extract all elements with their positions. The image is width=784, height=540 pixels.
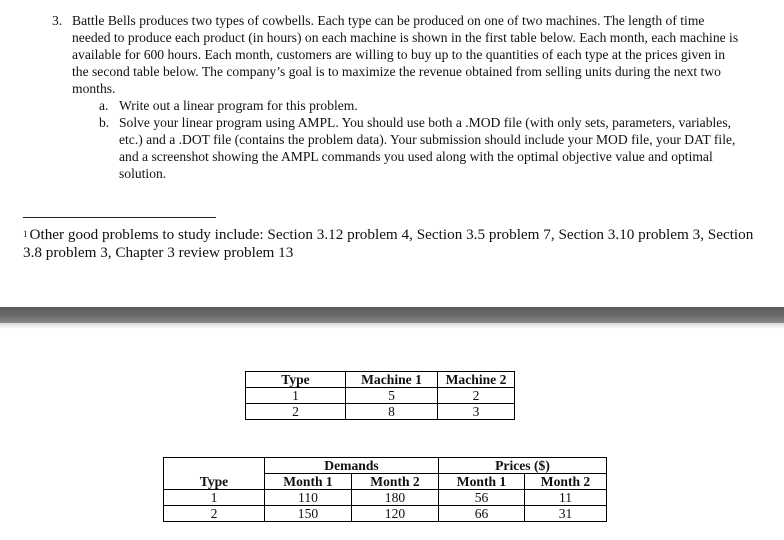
cell-demand-month-2: 120: [352, 506, 439, 522]
header-price-month-1: Month 1: [439, 474, 525, 490]
cell-price-month-2: 11: [525, 490, 607, 506]
page-divider: [0, 307, 784, 323]
footnote-text: Other good problems to study include: Section 3.12 problem 4, Section 3.5 problem 7, Section 3.10 problem 3, Section 3.8 problem 3, Chapter 3 review problem 13: [23, 226, 754, 261]
part-a-text: Write out a linear program for this problem.: [119, 98, 358, 113]
part-b: [99, 114, 742, 182]
part-a: [99, 97, 742, 114]
cell-machine-1: 8: [346, 404, 438, 420]
part-a-label: a.: [99, 98, 109, 113]
cell-price-month-1: 56: [439, 490, 525, 506]
cell-demand-month-2: 180: [352, 490, 439, 506]
table-row: [164, 490, 607, 506]
cell-machine-2: 3: [438, 404, 515, 420]
cell-demand-month-1: 150: [265, 506, 352, 522]
group-header-demands: Demands: [265, 458, 439, 474]
page-divider-shadow: [0, 323, 784, 329]
header-demand-month-1: Month 1: [265, 474, 352, 490]
footnote-rule: [23, 217, 216, 218]
problem-3: [52, 12, 742, 182]
cell-type: 1: [246, 388, 346, 404]
cell-type: 2: [164, 506, 265, 522]
problem-statement: Battle Bells produces two types of cowbells. Each type can be produced on one of two machines. The length of time needed to produce each product (in hours) on each machine is shown in the first table below. Each month, each machine is available for 600 hours. Each month, customers are willing to buy up to the quantities of each type at the prices given in the second table below. The company’s goal is to maximize the revenue obtained from selling units during the next two months.: [72, 13, 739, 96]
group-header-prices: Prices ($): [439, 458, 607, 474]
part-b-text: Solve your linear program using AMPL. You should use both a .MOD file (with only sets, parameters, variables, etc.) and a .DOT file (contains the problem data). Your submission should include your MOD file, your DAT file, and a screenshot showing the AMPL commands you used along with the optimal objective value and optimal solution.: [119, 115, 736, 181]
machine-time-table: [245, 371, 515, 420]
cell-type: 2: [246, 404, 346, 420]
part-b-label: b.: [99, 115, 110, 130]
header-machine-2: Machine 2: [438, 372, 515, 388]
cell-machine-2: 2: [438, 388, 515, 404]
header-type: Type: [164, 474, 265, 490]
header-type: Type: [246, 372, 346, 388]
cell-price-month-1: 66: [439, 506, 525, 522]
table-row: [246, 404, 515, 420]
cell-demand-month-1: 110: [265, 490, 352, 506]
type-header-spacer: [164, 458, 265, 474]
footnote-marker: 1: [23, 229, 28, 239]
table-row: [246, 388, 515, 404]
cell-price-month-2: 31: [525, 506, 607, 522]
problem-number: 3.: [52, 13, 63, 28]
header-machine-1: Machine 1: [346, 372, 438, 388]
cell-type: 1: [164, 490, 265, 506]
table-row: [164, 506, 607, 522]
header-demand-month-2: Month 2: [352, 474, 439, 490]
cell-machine-1: 5: [346, 388, 438, 404]
demand-price-table: [163, 457, 607, 522]
header-price-month-2: Month 2: [525, 474, 607, 490]
footnote: [23, 226, 763, 262]
